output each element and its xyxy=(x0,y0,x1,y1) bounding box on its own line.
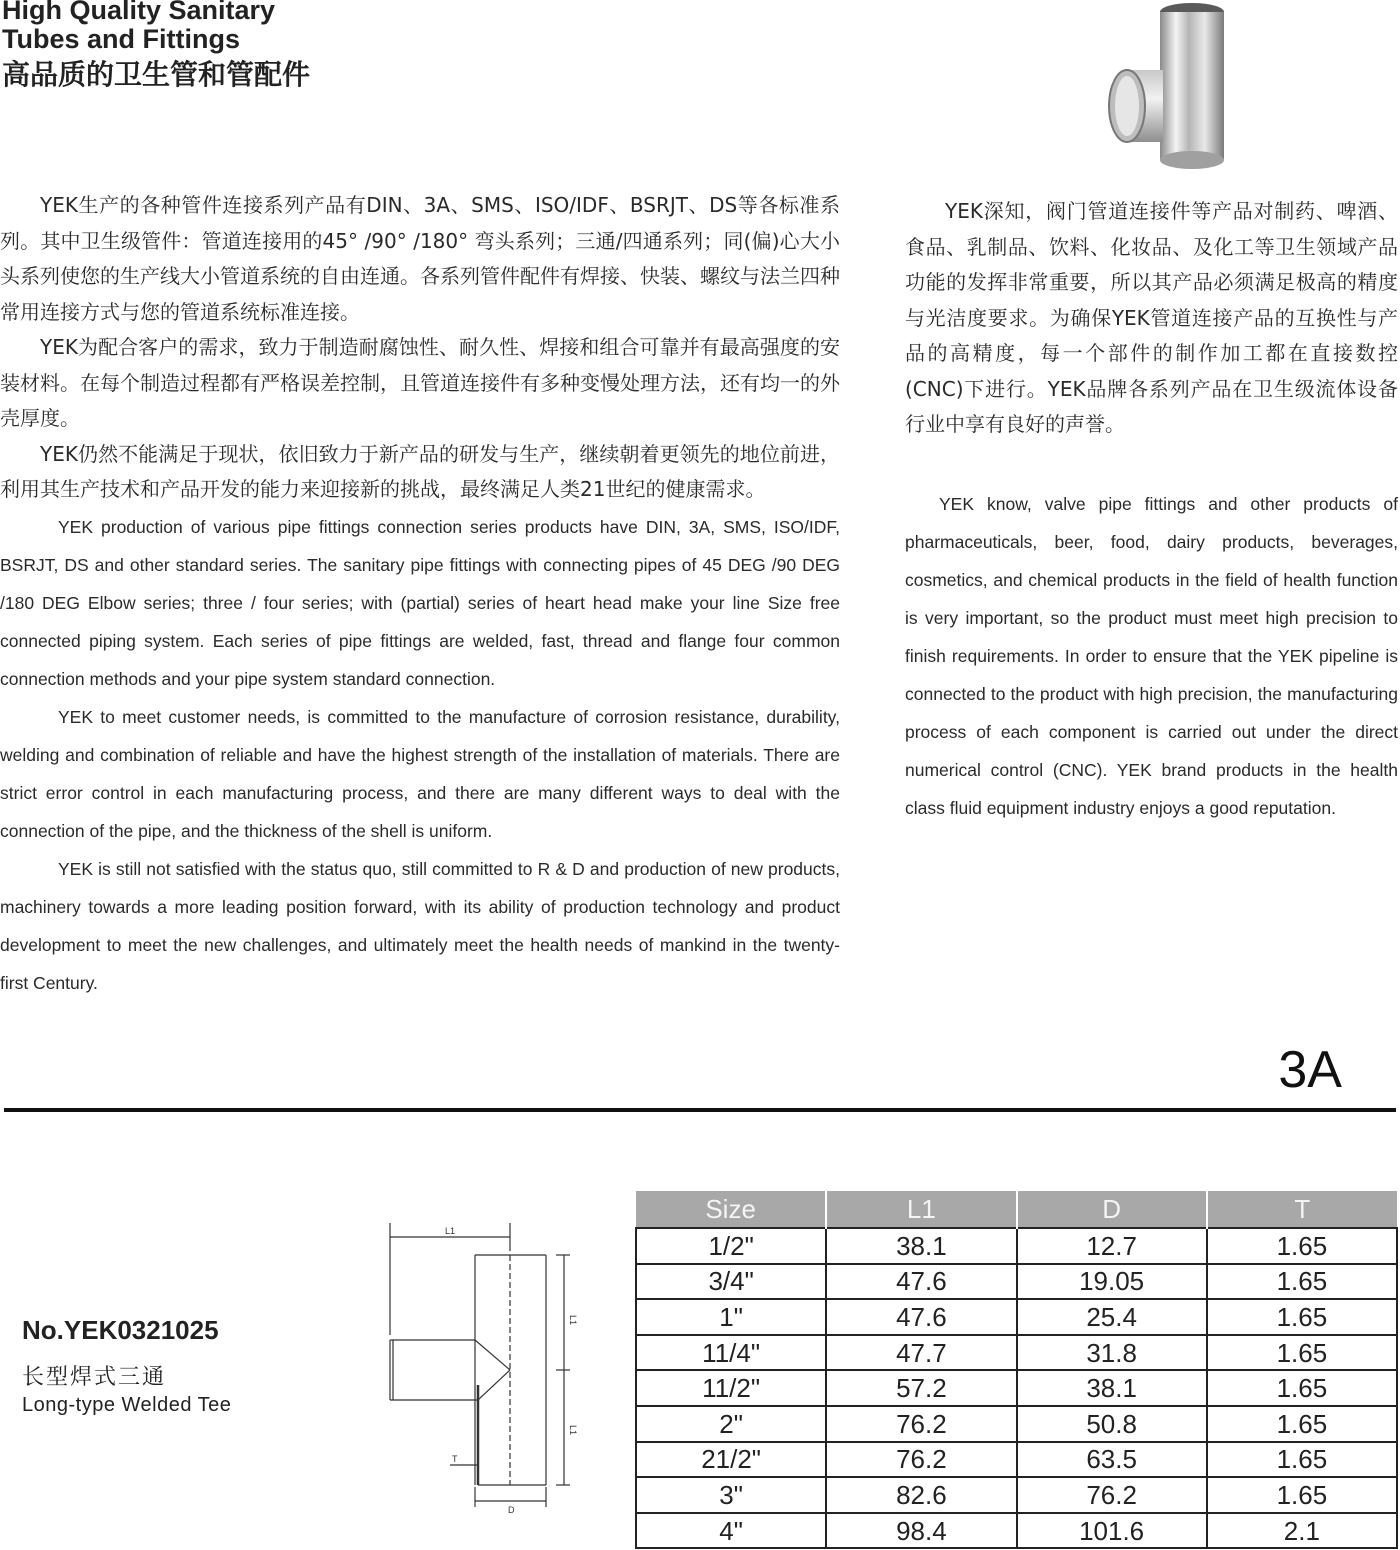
drawing-label-d: D xyxy=(508,1505,515,1515)
left-en-paragraph: YEK production of various pipe fittings connection series products have DIN, 3A, SMS, ISO/IDF, BSRJT, DS and other standard series. The sanitary pipe fittings with connecting pipes of 45 DEG /90 DEG /180 DEG Elbow series; three / four series; with (partial) series of heart head make your line Size free connected piping system. Each series of pipe fittings are welded, fast, thread and flange four common connection methods and your pipe system standard connection. xyxy=(0,516,840,689)
table-row xyxy=(636,1228,1397,1264)
cell-d: 31.8 xyxy=(1017,1335,1207,1371)
spec-table xyxy=(635,1191,1398,1549)
table-row xyxy=(636,1335,1397,1371)
left-en-paragraph: YEK to meet customer needs, is committed to the manufacture of corrosion resistance, durability, welding and combination of reliable and have the highest strength of the installation of materials. There are strict error control in each manufacturing process, and there are many different ways to deal with the connection of the pipe, and the thickness of the shell is uniform. xyxy=(0,706,840,841)
left-column xyxy=(0,188,840,1002)
drawing-label-t: T xyxy=(452,1454,458,1464)
cell-size: 21/2" xyxy=(636,1442,826,1478)
right-cn-paragraph: YEK深知，阀门管道连接件等产品对制药、啤酒、食品、乳制品、饮料、化妆品、及化工等卫生领域产品功能的发挥非常重要，所以其产品必须满足极高的精度与光洁度要求。为确保YEK管道连接产品的互换性与产品的高精度，每一个部件的制作加工都在直接数控(CNC)下进行。YEK品牌各系列产品在卫生级流体设备行业中享有良好的声誉。 xyxy=(905,199,1398,436)
left-cn-paragraph: YEK生产的各种管件连接系列产品有DIN、3A、SMS、ISO/IDF、BSRJT、DS等各标准系列。其中卫生级管件：管道连接用的45° /90° /180° 弯头系列；三通/四通系列；同(偏)心大小头系列使您的生产线大小管道系统的自由连通。各系列管件配件有焊接、快装、螺纹与法兰四种常用连接方式与您的管道系统标准连接。 xyxy=(0,193,840,324)
cell-l1: 47.6 xyxy=(826,1299,1016,1335)
tee-fitting-photo xyxy=(1105,0,1225,170)
drawing-label-l1-upper: L1 xyxy=(568,1315,578,1326)
cell-size: 1/2" xyxy=(636,1228,826,1264)
cell-size: 11/4" xyxy=(636,1335,826,1371)
cell-l1: 57.2 xyxy=(826,1370,1016,1406)
cell-t: 1.65 xyxy=(1207,1370,1397,1406)
column-header-t: T xyxy=(1207,1191,1397,1228)
product-name-cn: 长型焊式三通 xyxy=(22,1365,167,1390)
left-cn-paragraph: YEK仍然不能满足于现状，依旧致力于新产品的研发与生产，继续朝着更领先的地位前进，利用其生产技术和产品开发的能力来迎接新的挑战，最终满足人类21世纪的健康需求。 xyxy=(0,441,840,501)
cell-size: 3/4" xyxy=(636,1264,826,1300)
cell-t: 1.65 xyxy=(1207,1228,1397,1264)
cell-l1: 47.7 xyxy=(826,1335,1016,1371)
table-row xyxy=(636,1370,1397,1406)
cell-t: 1.65 xyxy=(1207,1406,1397,1442)
page-title-cn: 高品质的卫生管和管配件 xyxy=(2,58,311,91)
product-number: No.YEK0321025 xyxy=(22,1315,219,1345)
cell-t: 1.65 xyxy=(1207,1264,1397,1300)
right-cn-text xyxy=(905,194,1398,443)
drawing-label-l1: L1 xyxy=(445,1226,456,1236)
cell-d: 76.2 xyxy=(1017,1477,1207,1513)
column-header-size: Size xyxy=(636,1191,826,1228)
cell-l1: 76.2 xyxy=(826,1442,1016,1478)
cell-l1: 47.6 xyxy=(826,1264,1016,1300)
cell-size: 11/2" xyxy=(636,1370,826,1406)
tee-technical-drawing xyxy=(370,1215,590,1515)
cell-size: 3" xyxy=(636,1477,826,1513)
cell-t: 2.1 xyxy=(1207,1513,1397,1549)
right-en-paragraph: YEK know, valve pipe fittings and other products of pharmaceuticals, beer, food, dairy products, beverages, cosmetics, and chemical products in the field of health function is very important, so the product must meet high precision to finish requirements. In order to ensure that the YEK pipeline is connected to the product with high precision, the manufacturing process of each component is carried out under the direct numerical control (CNC). YEK brand products in the health class fluid equipment industry enjoys a good reputation. xyxy=(905,493,1398,818)
table-row xyxy=(636,1442,1397,1478)
table-row xyxy=(636,1264,1397,1300)
title-en-line2: Tubes and Fittings xyxy=(2,24,240,54)
cell-d: 50.8 xyxy=(1017,1406,1207,1442)
left-en-paragraph: YEK is still not satisfied with the status quo, still committed to R & D and production of new products, machinery towards a more leading position forward, with its ability of production technology and product development to meet the new challenges, and ultimately meet the health needs of mankind in the twenty-first Century. xyxy=(0,858,840,993)
table-row xyxy=(636,1299,1397,1335)
cell-size: 2" xyxy=(636,1406,826,1442)
drawing-label-l1-lower: L1 xyxy=(568,1425,578,1436)
cell-t: 1.65 xyxy=(1207,1442,1397,1478)
spec-table-header-row xyxy=(636,1191,1397,1228)
cell-t: 1.65 xyxy=(1207,1477,1397,1513)
left-cn-paragraph: YEK为配合客户的需求，致力于制造耐腐蚀性、耐久性、焊接和组合可靠并有最高强度的安装材料。在每个制造过程都有严格误差控制，且管道连接件有多种变慢处理方法，还有均一的外壳厚度。 xyxy=(0,335,840,430)
cell-d: 38.1 xyxy=(1017,1370,1207,1406)
table-row xyxy=(636,1513,1397,1549)
page-title-en xyxy=(2,0,275,54)
cell-d: 101.6 xyxy=(1017,1513,1207,1549)
cell-d: 25.4 xyxy=(1017,1299,1207,1335)
cell-l1: 76.2 xyxy=(826,1406,1016,1442)
cell-size: 4" xyxy=(636,1513,826,1549)
cell-l1: 38.1 xyxy=(826,1228,1016,1264)
column-header-d: D xyxy=(1017,1191,1207,1228)
column-header-l1: L1 xyxy=(826,1191,1016,1228)
cell-t: 1.65 xyxy=(1207,1299,1397,1335)
right-en-text xyxy=(905,485,1398,827)
cell-l1: 98.4 xyxy=(826,1513,1016,1549)
table-row xyxy=(636,1406,1397,1442)
left-en-text xyxy=(0,508,840,1002)
title-en-line1: High Quality Sanitary xyxy=(2,0,276,25)
cell-l1: 82.6 xyxy=(826,1477,1016,1513)
table-row xyxy=(636,1477,1397,1513)
cell-t: 1.65 xyxy=(1207,1335,1397,1371)
product-name-en: Long-type Welded Tee xyxy=(22,1394,232,1416)
right-column xyxy=(905,194,1398,827)
cell-d: 63.5 xyxy=(1017,1442,1207,1478)
section-divider xyxy=(4,1108,1396,1112)
cell-d: 12.7 xyxy=(1017,1228,1207,1264)
cell-size: 1" xyxy=(636,1299,826,1335)
standard-label: 3A xyxy=(1278,1041,1342,1099)
left-cn-text xyxy=(0,188,840,508)
cell-d: 19.05 xyxy=(1017,1264,1207,1300)
